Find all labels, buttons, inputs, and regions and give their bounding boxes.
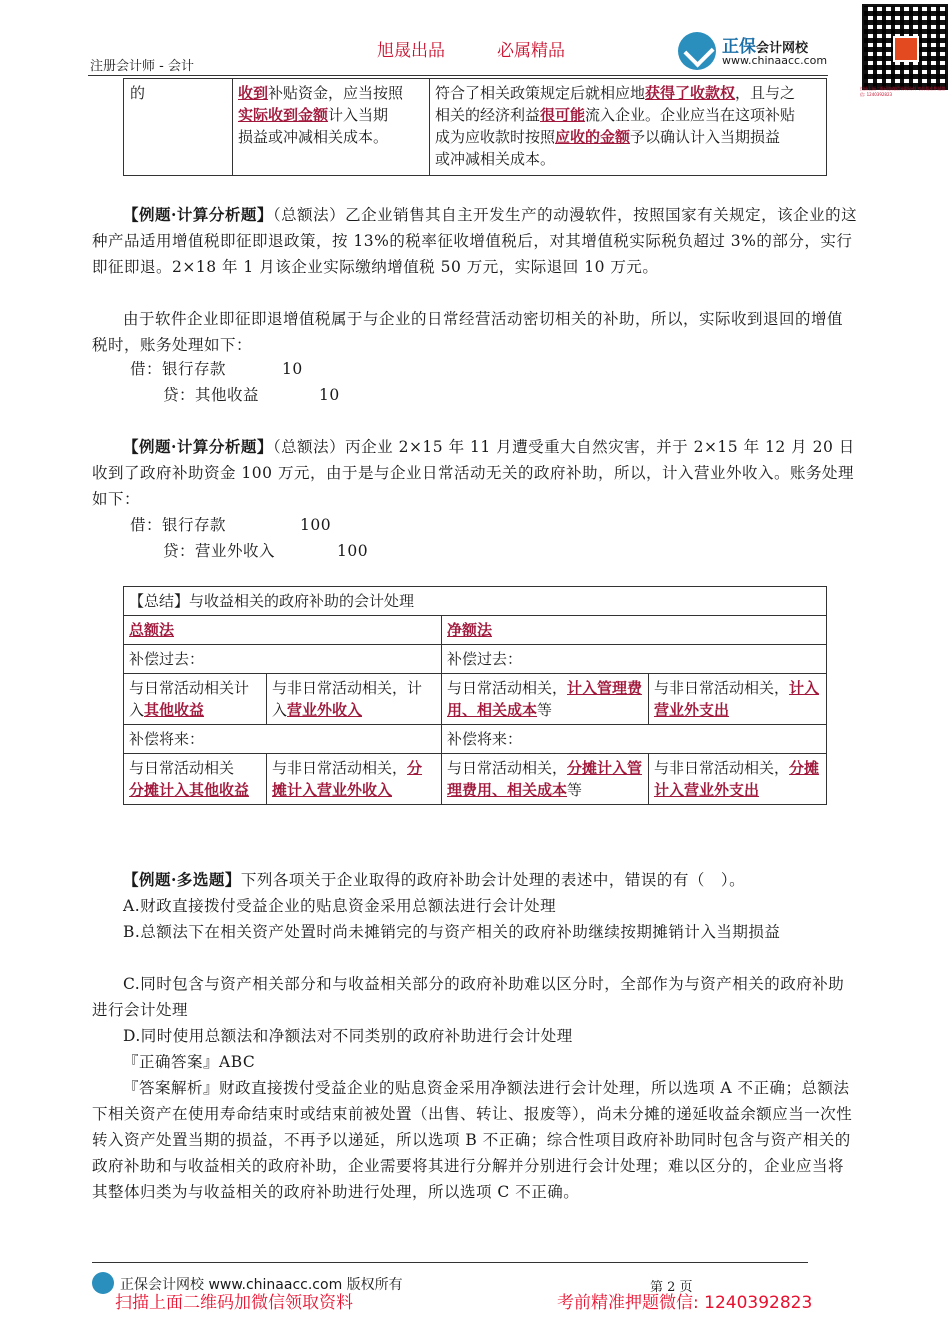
footer-copyright: 正保会计网校 www.chinaacc.com 版权所有 bbox=[120, 1277, 403, 1293]
table-cell: 收到补贴资金，应当按照 实际收到金额计入当期 损益或冲减相关成本。 bbox=[233, 79, 430, 176]
journal-debit: 借：银行存款 10 bbox=[130, 360, 303, 378]
answer-analysis: 『答案解析』财政直接拨付受益企业的贴息资金采用净额法进行会计处理，所以选项 A 不正确；总额法下相关资产在使用寿命结束时或结束前被处置（出售、转让、报废等），尚未分摊的递延收益余额应当一次性转入资产处置当期的损益，不再予以递延，所以选项 B 不正确；综合性项目政府补助同时包含与资产相关的政府补助和与收益相关的政府补助，企业需要将其进行分解并分别进行会计处理；难以区分的，企业应当将其整体归类为与收益相关的政府补助进行处理，所以选项 C 不正确。 bbox=[92, 1079, 853, 1201]
summary-gross-header: 总额法 bbox=[124, 616, 442, 645]
answer: 『正确答案』ABC bbox=[123, 1053, 256, 1071]
table-cell: 与非日常活动相关，分摊计入营业外支出 bbox=[649, 754, 827, 805]
journal-credit: 贷：其他收益 10 bbox=[163, 386, 340, 404]
header-slogan-1: 旭晟出品 bbox=[377, 41, 445, 61]
table-cell: 的 bbox=[124, 79, 233, 176]
summary-future-label: 补偿将来： bbox=[442, 725, 827, 754]
table-cell: 与非日常活动相关，分摊计入营业外收入 bbox=[267, 754, 442, 805]
option-b: B.总额法下在相关资产处置时尚未摊销完的与资产相关的政府补助继续按期摊销计入当期损益 bbox=[123, 923, 781, 941]
brand-url: www.chinaacc.com bbox=[722, 54, 828, 67]
summary-past-label: 补偿过去： bbox=[442, 645, 827, 674]
option-a: A.财政直接拨付受益企业的贴息资金采用总额法进行会计处理 bbox=[123, 897, 557, 915]
table-cell: 符合了相关政策规定后就相应地获得了收款权，且与之 相关的经济利益很可能流入企业。企业应当在这项补贴 成为应收款时按照应收的金额予以确认计入当期损益 或冲减相关成本。 bbox=[430, 79, 827, 176]
brand-name: 正保会计网校 bbox=[722, 37, 809, 57]
table-cell: 与日常活动相关计入其他收益 bbox=[124, 674, 267, 725]
table-cell: 与日常活动相关，分摊计入管理费用、相关成本等 bbox=[442, 754, 649, 805]
footer-promo-right: 考前精准押题微信: 1240392823 bbox=[557, 1293, 813, 1313]
header-divider bbox=[88, 75, 828, 76]
example-1-explanation: 由于软件企业即征即退增值税属于与企业的日常经营活动密切相关的补助，所以，实际收到退回的增值税时，账务处理如下： bbox=[92, 310, 844, 354]
summary-net-header: 净额法 bbox=[442, 616, 827, 645]
option-d: D.同时使用总额法和净额法对不同类别的政府补助进行会计处理 bbox=[123, 1027, 573, 1045]
journal-debit: 借：银行存款 100 bbox=[130, 516, 332, 534]
continued-table bbox=[123, 78, 827, 176]
summary-past-label: 补偿过去： bbox=[124, 645, 442, 674]
table-cell: 与非日常活动相关，计入营业外收入 bbox=[267, 674, 442, 725]
brand-logo[interactable] bbox=[678, 30, 858, 74]
footer-promo-left: 扫描上面二维码加微信领取资料 bbox=[115, 1293, 353, 1313]
example-2-question: 【例题·计算分析题】（总额法）丙企业 2×15 年 11 月遭受重大自然灾害，并于 2×15 年 12 月 20 日收到了政府补助资金 100 万元，由于是与企业日常活动无关的政府补助，所以，计入营业外收入。账务处理如下： bbox=[92, 437, 855, 508]
example-1-question: 【例题·计算分析题】（总额法）乙企业销售其自主开发生产的动漫软件，按照国家有关规定，该企业的这种产品适用增值税即征即退政策，按 13%的税率征收增值税后，对其增值税实际税负超过 3%的部分，实行即征即退。2×18 年 1 月该企业实际缴纳增值税 50 万元，实际退回 10 万元。 bbox=[92, 205, 858, 276]
example-3-question: 【例题·多选题】下列各项关于企业取得的政府补助会计处理的表述中，错误的有（ ）。 bbox=[123, 870, 746, 889]
table-cell: 与非日常活动相关，计入营业外支出 bbox=[649, 674, 827, 725]
header-slogan-2: 必属精品 bbox=[497, 41, 565, 61]
summary-table bbox=[123, 586, 827, 805]
brand-logo-icon bbox=[678, 32, 716, 70]
header-course-title: 注册会计师 - 会计 bbox=[90, 59, 194, 74]
table-cell: 与日常活动相关 分摊计入其他收益 bbox=[124, 754, 267, 805]
footer-divider bbox=[92, 1262, 808, 1263]
footer-logo-icon bbox=[92, 1272, 114, 1294]
table-cell: 与日常活动相关，计入管理费用、相关成本等 bbox=[442, 674, 649, 725]
qr-center-badge-icon bbox=[893, 36, 919, 62]
option-c: C.同时包含与资产相关部分和与收益相关部分的政府补助难以区分时，全部作为与资产相关的政府补助进行会计处理 bbox=[92, 975, 845, 1019]
summary-title: 【总结】与收益相关的政府补助的会计处理 bbox=[124, 587, 827, 616]
summary-future-label: 补偿将来： bbox=[124, 725, 442, 754]
qr-note: 扫描上面二维码加微信领取资料 考前精准押题微信: 1240392823 bbox=[860, 86, 946, 97]
journal-credit: 贷：营业外收入 100 bbox=[163, 542, 369, 560]
page-number: 第 2 页 bbox=[650, 1280, 693, 1295]
